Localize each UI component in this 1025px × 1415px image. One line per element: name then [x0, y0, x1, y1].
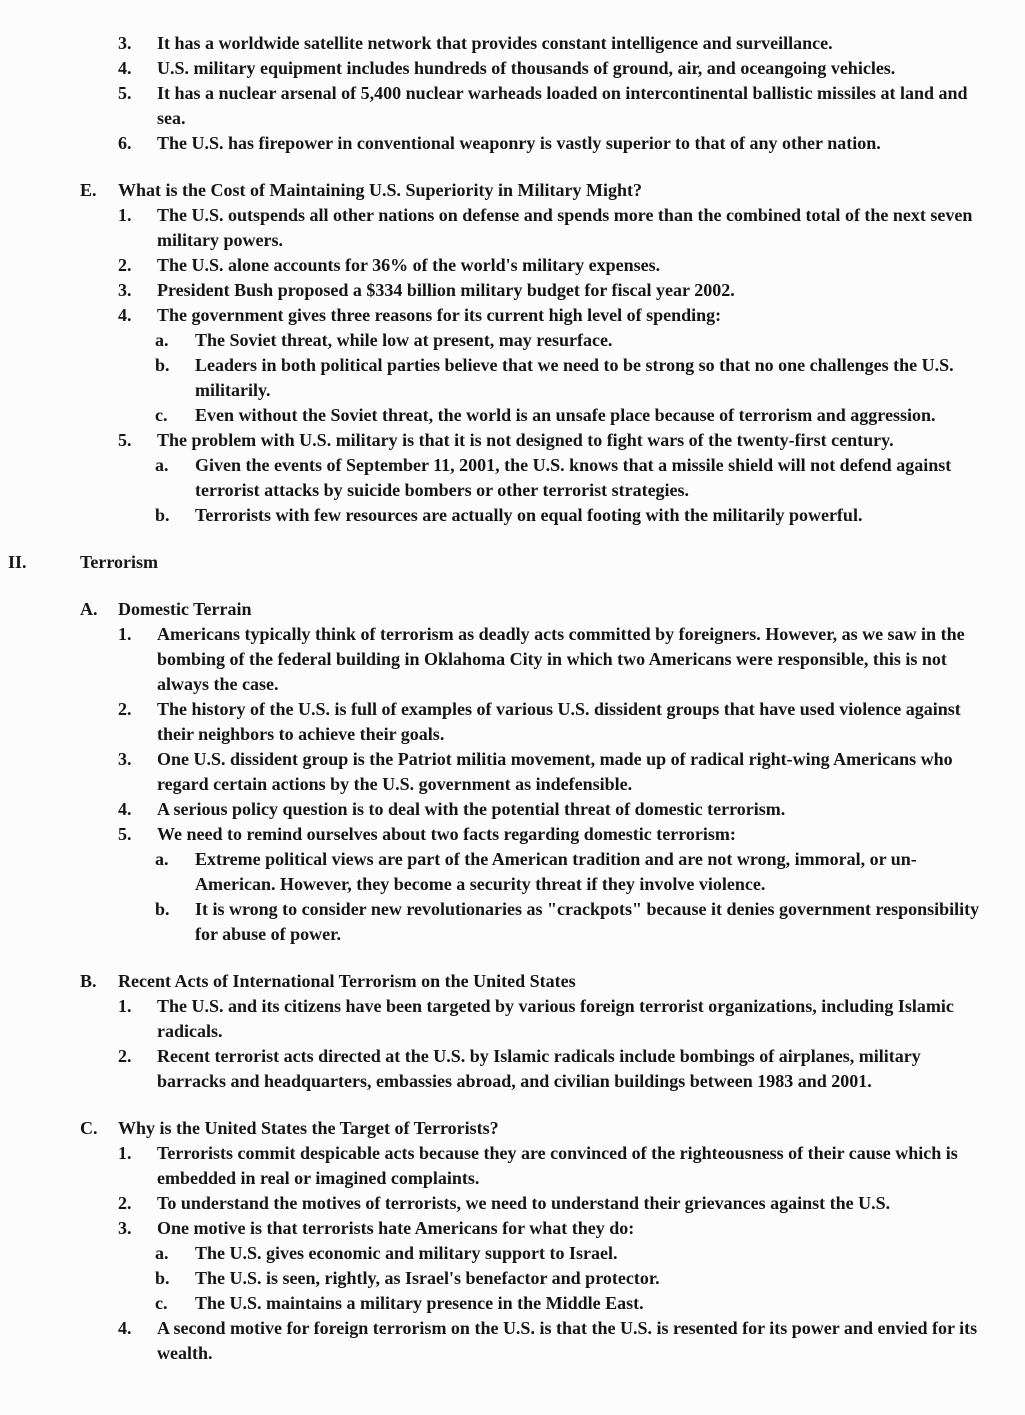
item-marker: 3.	[118, 280, 132, 300]
item-marker: a.	[155, 1243, 169, 1263]
item-marker: 2.	[118, 699, 132, 719]
item-text: Given the events of September 11, 2001, the U.S. knows that a missile shield will not defend against terrorist attacks by suicide bombers or other terrorist strategies.	[195, 455, 952, 500]
item-marker: c.	[155, 405, 168, 425]
item-marker: 3.	[118, 749, 132, 769]
item-text: The history of the U.S. is full of examples of various U.S. dissident groups that have used violence against their neighbors to achieve their goals.	[157, 699, 961, 744]
outline-subitem	[0, 1241, 1025, 1266]
outline-item	[0, 1044, 1025, 1094]
outline-item	[0, 253, 1025, 278]
item-marker: 3.	[118, 33, 132, 53]
item-text: Domestic Terrain	[118, 599, 252, 619]
item-marker: E.	[80, 180, 97, 200]
outline-item	[0, 203, 1025, 253]
item-marker: b.	[155, 899, 170, 919]
section-heading	[0, 178, 1025, 203]
section-heading	[0, 1116, 1025, 1141]
item-marker: 5.	[118, 83, 132, 103]
item-marker: 4.	[118, 1318, 132, 1338]
item-text: The U.S. maintains a military presence in the Middle East.	[195, 1293, 644, 1313]
item-text: The problem with U.S. military is that it is not designed to fight wars of the twenty-first century.	[157, 430, 894, 450]
item-text: The government gives three reasons for its current high level of spending:	[157, 305, 722, 325]
item-text: What is the Cost of Maintaining U.S. Superiority in Military Might?	[118, 180, 643, 200]
outline-item	[0, 797, 1025, 822]
item-marker: b.	[155, 1268, 170, 1288]
item-marker: 2.	[118, 1046, 132, 1066]
item-marker: 4.	[118, 799, 132, 819]
outline-subitem	[0, 453, 1025, 503]
outline-item	[0, 131, 1025, 156]
item-text: Leaders in both political parties believe that we need to be strong so that no one challenges the U.S. militarily.	[195, 355, 954, 400]
outline-item	[0, 428, 1025, 453]
outline-item	[0, 81, 1025, 131]
outline-item	[0, 622, 1025, 697]
item-text: We need to remind ourselves about two facts regarding domestic terrorism:	[157, 824, 736, 844]
outline-item	[0, 56, 1025, 81]
item-text: U.S. military equipment includes hundreds of thousands of ground, air, and oceangoing vehicles.	[157, 58, 896, 78]
item-marker: 6.	[118, 133, 132, 153]
item-text: It has a nuclear arsenal of 5,400 nuclear warheads loaded on intercontinental ballistic missiles at land and sea.	[157, 83, 968, 128]
item-text: The U.S. and its citizens have been targeted by various foreign terrorist organizations, including Islamic radicals.	[157, 996, 954, 1041]
item-text: A serious policy question is to deal with the potential threat of domestic terrorism.	[157, 799, 786, 819]
outline-item	[0, 822, 1025, 847]
item-text: Why is the United States the Target of Terrorists?	[118, 1118, 499, 1138]
outline-subitem	[0, 403, 1025, 428]
item-marker: 1.	[118, 205, 132, 225]
item-text: The U.S. has firepower in conventional weaponry is vastly superior to that of any other nation.	[157, 133, 881, 153]
item-marker: 1.	[118, 624, 132, 644]
outline-item	[0, 1216, 1025, 1241]
item-marker: c.	[155, 1293, 168, 1313]
item-marker: 1.	[118, 1143, 132, 1163]
item-text: The U.S. gives economic and military support to Israel.	[195, 1243, 618, 1263]
item-marker: B.	[80, 971, 97, 991]
item-text: Extreme political views are part of the American tradition and are not wrong, immoral, or un-American. However, they become a security threat if they involve violence.	[195, 849, 917, 894]
section-heading	[0, 597, 1025, 622]
item-marker: b.	[155, 355, 170, 375]
item-marker: b.	[155, 505, 170, 525]
item-text: The U.S. alone accounts for 36% of the world's military expenses.	[157, 255, 661, 275]
item-marker: a.	[155, 849, 169, 869]
item-text: Even without the Soviet threat, the world is an unsafe place because of terrorism and aggression.	[195, 405, 936, 425]
outline-subitem	[0, 503, 1025, 528]
outline-item	[0, 278, 1025, 303]
item-text: One U.S. dissident group is the Patriot militia movement, made up of radical right-wing Americans who regard certain actions by the U.S. government as indefensible.	[157, 749, 953, 794]
item-text: Terrorism	[80, 552, 158, 572]
item-marker: A.	[80, 599, 98, 619]
item-marker: 2.	[118, 255, 132, 275]
item-marker: 4.	[118, 305, 132, 325]
item-text: Terrorists commit despicable acts because they are convinced of the righteousness of their cause which is embedded in real or imagined complaints.	[157, 1143, 958, 1188]
item-marker: 5.	[118, 430, 132, 450]
outline-subitem	[0, 897, 1025, 947]
item-text: One motive is that terrorists hate Americans for what they do:	[157, 1218, 635, 1238]
item-marker: 3.	[118, 1218, 132, 1238]
outline-subitem	[0, 1266, 1025, 1291]
item-marker: 1.	[118, 996, 132, 1016]
outline-item	[0, 1316, 1025, 1366]
item-marker: 4.	[118, 58, 132, 78]
item-marker: C.	[80, 1118, 98, 1138]
item-text: The Soviet threat, while low at present, may resurface.	[195, 330, 613, 350]
item-text: It has a worldwide satellite network that provides constant intelligence and surveillance.	[157, 33, 833, 53]
outline-subitem	[0, 847, 1025, 897]
item-text: Terrorists with few resources are actually on equal footing with the militarily powerful.	[195, 505, 863, 525]
item-text: Recent terrorist acts directed at the U.S. by Islamic radicals include bombings of airplanes, military barracks and headquarters, embassies abroad, and civilian buildings between 1983 and 2001.	[157, 1046, 921, 1091]
item-text: Americans typically think of terrorism as deadly acts committed by foreigners. However, as we saw in the bombing of the federal building in Oklahoma City in which two Americans were responsible, this is not always the case.	[157, 624, 965, 694]
item-marker: a.	[155, 330, 169, 350]
item-text: It is wrong to consider new revolutionaries as "crackpots" because it denies government responsibility for abuse of power.	[195, 899, 980, 944]
section-heading	[0, 969, 1025, 994]
item-text: The U.S. is seen, rightly, as Israel's benefactor and protector.	[195, 1268, 660, 1288]
item-text: A second motive for foreign terrorism on the U.S. is that the U.S. is resented for its power and envied for its wealth.	[157, 1318, 978, 1363]
roman-section-heading	[0, 550, 1025, 575]
outline-item	[0, 747, 1025, 797]
item-marker: II.	[8, 552, 27, 572]
outline-item	[0, 1141, 1025, 1191]
outline-subitem	[0, 1291, 1025, 1316]
outline-subitem	[0, 353, 1025, 403]
item-marker: 5.	[118, 824, 132, 844]
outline-item	[0, 994, 1025, 1044]
item-text: The U.S. outspends all other nations on defense and spends more than the combined total of the next seven military powers.	[157, 205, 973, 250]
outline-item	[0, 1191, 1025, 1216]
item-text: President Bush proposed a $334 billion military budget for fiscal year 2002.	[157, 280, 735, 300]
item-marker: a.	[155, 455, 169, 475]
outline-item	[0, 303, 1025, 328]
item-text: Recent Acts of International Terrorism on the United States	[118, 971, 576, 991]
item-text: To understand the motives of terrorists, we need to understand their grievances against the U.S.	[157, 1193, 891, 1213]
item-marker: 2.	[118, 1193, 132, 1213]
outline-item	[0, 697, 1025, 747]
outline-item	[0, 31, 1025, 56]
outline-subitem	[0, 328, 1025, 353]
